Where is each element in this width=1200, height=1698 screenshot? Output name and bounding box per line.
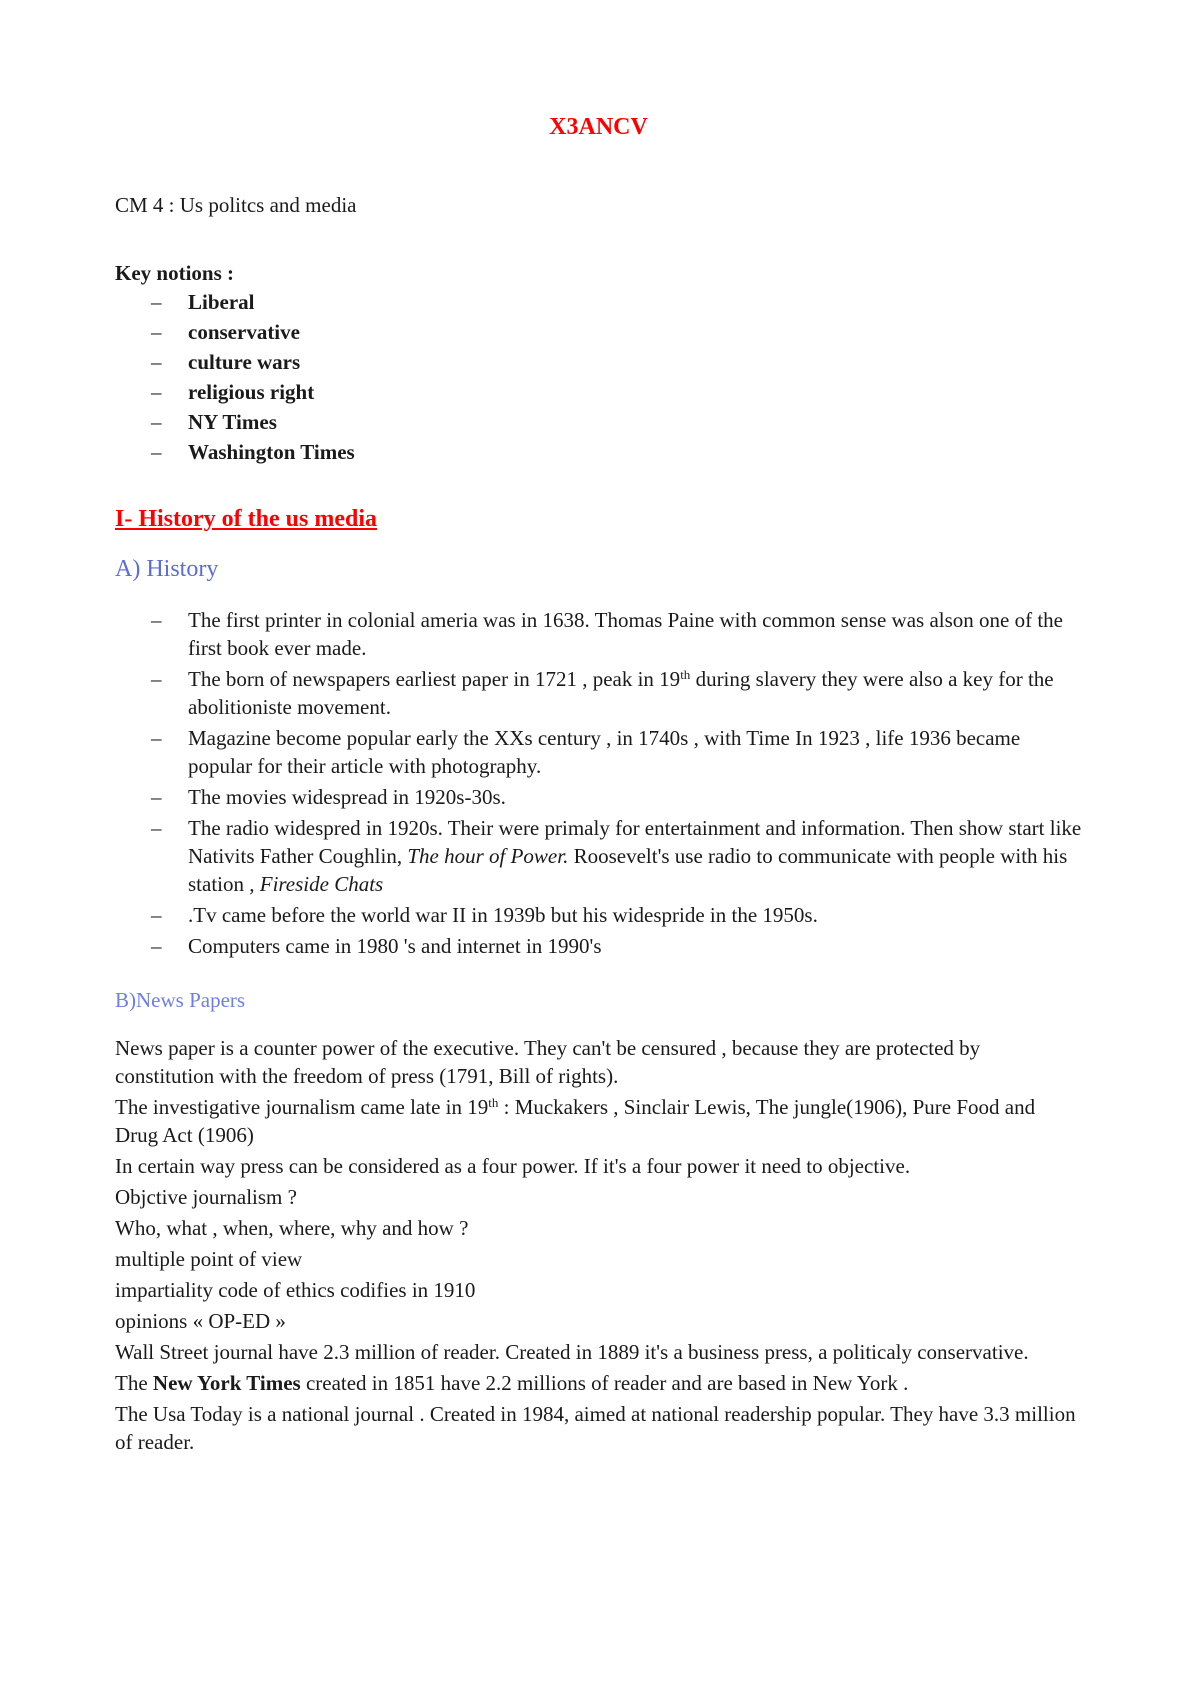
key-notions-list — [115, 288, 1082, 468]
key-notions-heading: Key notions : — [115, 261, 235, 285]
paragraph: Objctive journalism ? — [115, 1185, 297, 1209]
paragraph: multiple point of view — [115, 1247, 303, 1271]
key-notion-item: – NY Times — [151, 410, 277, 434]
key-notion-item: – religious right — [151, 380, 315, 404]
paragraph: The investigative journalism came late in 19th : Muckakers , Sinclair Lewis, The jungle(1906), Pure Food and Drug Act (1906) — [115, 1095, 1036, 1147]
dash-bullet: – — [151, 410, 162, 434]
history-item: – Computers came in 1980 's and internet in 1990's — [151, 934, 602, 958]
dash-bullet: – — [151, 726, 162, 750]
subheading-news-papers: B)News Papers — [115, 988, 246, 1012]
dash-bullet: – — [151, 320, 162, 344]
subheading-history: A) History — [115, 556, 219, 582]
course-line: CM 4 : Us politcs and media — [115, 193, 357, 217]
dash-bullet: – — [151, 903, 162, 927]
history-item: – .Tv came before the world war II in 1939b but his widespride in the 1950s. — [151, 903, 818, 927]
key-notion-item: – culture wars — [151, 350, 301, 374]
paragraph: Wall Street journal have 2.3 million of reader. Created in 1889 it's a business press, a politicaly conservative. — [115, 1340, 1029, 1364]
dash-bullet: – — [151, 290, 162, 314]
paragraph: impartiality code of ethics codifies in 1910 — [115, 1278, 476, 1302]
key-notion-item: – Washington Times — [151, 440, 355, 464]
paragraph: Who, what , when, where, why and how ? — [115, 1216, 469, 1240]
dash-bullet: – — [151, 816, 162, 840]
history-list — [115, 606, 1082, 960]
dash-bullet: – — [151, 350, 162, 374]
dash-bullet: – — [151, 380, 162, 404]
key-notion-item: – Liberal — [151, 290, 255, 314]
history-item: – Magazine become popular early the XXs century , in 1740s , with Time In 1923 , life 1936 became popular for their article with photography. — [151, 726, 1021, 778]
history-item: – The first printer in colonial ameria was in 1638. Thomas Paine with common sense was alson one of the first book ever made. — [151, 608, 1063, 660]
document-title: X3ANCV — [549, 114, 648, 140]
paragraph: In certain way press can be considered as a four power. If it's a four power it need to objective. — [115, 1154, 911, 1178]
paragraph: opinions « OP-ED » — [115, 1309, 286, 1333]
news-papers-body — [115, 1034, 1082, 1456]
dash-bullet: – — [151, 667, 162, 691]
paragraph: The Usa Today is a national journal . Created in 1984, aimed at national readership popular. They have 3.3 million of reader. — [115, 1402, 1076, 1454]
paragraph: News paper is a counter power of the executive. They can't be censured , because they are protected by constitution with the freedom of press (1791, Bill of rights). — [115, 1036, 981, 1088]
history-item: – The born of newspapers earliest paper in 1721 , peak in 19th during slavery they were also a key for the abolitioniste movement. — [151, 667, 1054, 719]
paragraph: The New York Times created in 1851 have 2.2 millions of reader and are based in New York . — [115, 1371, 909, 1395]
history-item: – The movies widespread in 1920s-30s. — [151, 785, 506, 809]
dash-bullet: – — [151, 934, 162, 958]
dash-bullet: – — [151, 440, 162, 464]
section-heading-history-media: I- History of the us media — [115, 506, 377, 532]
history-item: – The radio widespred in 1920s. Their were primaly for entertainment and information. Then show start like Nativits Father Coughlin, The hour of Power. Roosevelt's use radio to communicate with people with his station , Fireside Chats — [151, 816, 1082, 896]
dash-bullet: – — [151, 608, 162, 632]
key-notion-item: – conservative — [151, 320, 300, 344]
dash-bullet: – — [151, 785, 162, 809]
